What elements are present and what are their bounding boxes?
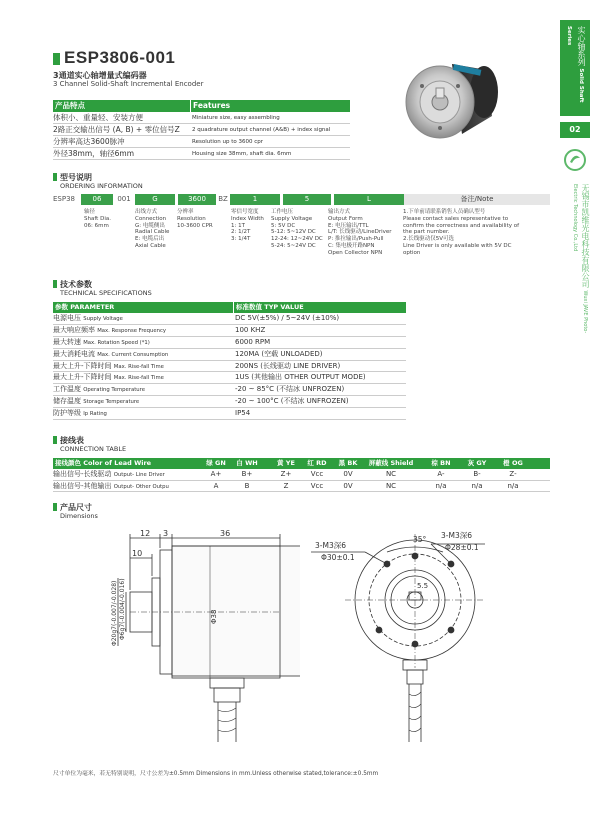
pcd-28: Φ28±0.1 (445, 543, 479, 552)
param (53, 361, 233, 372)
feature-cn: 2路正交输出信号 (A, B) + 零位信号Z (53, 125, 180, 134)
col-cn: 绿 (206, 459, 213, 467)
col-cn: 棕 (431, 459, 438, 467)
feature-en: Resolution up to 3600 cpr (192, 139, 264, 145)
param-en: Max. Rise-fall Time (113, 363, 164, 370)
dimensions-title-en: Dimensions (60, 512, 98, 520)
ordering-col-index (231, 209, 264, 243)
col-line: 1.下单前请联系销售人员确认型号 (403, 209, 486, 215)
col-line: 工作电压 (271, 209, 294, 215)
param (53, 372, 233, 383)
param-value: IP54 (235, 409, 251, 418)
table-row (53, 136, 350, 148)
code-resolution: 3600 (178, 194, 216, 205)
col-cn: 黑 (338, 459, 346, 467)
company-cn: 无锡市凯维光电科技有限公司 (581, 184, 590, 288)
param-en: Max. Response Frequency (97, 327, 167, 334)
col-en: RD (316, 459, 327, 467)
series-cn: 实心轴系列 (577, 26, 586, 66)
pcd-30: Φ30±0.1 (321, 553, 355, 562)
col-line: E: 电缆后出 (135, 236, 165, 243)
col-cn: 灰 (467, 459, 475, 467)
col-line: the part number. (403, 229, 450, 236)
col-cn: 橙 (503, 459, 510, 467)
header-param-cn: 参数 (55, 303, 68, 311)
col-shield (366, 458, 416, 469)
col-line: option (403, 249, 421, 256)
code-note: 备注/Note (404, 194, 550, 205)
tech-header (53, 302, 406, 313)
param (53, 313, 233, 324)
col-line: 3: 1/4T (231, 236, 251, 243)
cell: Z+ (280, 470, 292, 478)
col-line: 输出方式 (328, 209, 351, 215)
param-en: Operating Temperature (83, 387, 145, 394)
table-row (53, 337, 406, 349)
col-line: Supply Voltage (271, 215, 313, 222)
tech-title-cn: 技术参数 (60, 280, 92, 289)
cell: B (244, 481, 250, 490)
col-en: BK (347, 459, 358, 467)
table-row (53, 361, 406, 373)
feature-cn: 分辨率高达3600脉冲 (53, 137, 125, 146)
col-line: 12-24: 12~24V DC (271, 236, 323, 243)
cell: A- (437, 470, 445, 478)
param-value: 1US (其他输出 OTHER OUTPUT MODE) (235, 373, 366, 382)
param-value: 120MA (空载 UNLOADED) (235, 349, 323, 358)
dim-3: 3 (163, 529, 169, 538)
angle-35: 35° (413, 535, 427, 544)
dim-dia38: Φ38 (210, 609, 218, 624)
param-value: 200NS (长线驱动 LINE DRIVER) (235, 361, 341, 370)
row-en: Output- Other Outpu (113, 483, 169, 490)
ordering-col-resolution (177, 209, 213, 229)
col-line: Please contact sales representative to (403, 215, 509, 222)
code-sep1: 001 (117, 195, 131, 203)
col-line: 06: 6mm (84, 222, 109, 229)
param-value: 100 KHZ (235, 325, 266, 334)
col-en: YE (285, 459, 295, 467)
cell: NC (385, 470, 397, 478)
table-row (53, 384, 406, 396)
heading-bar (53, 280, 57, 288)
cell: n/a (471, 481, 483, 490)
table-row (53, 124, 350, 136)
param-value: 6000 RPM (235, 337, 271, 346)
ordering-title-cn: 型号说明 (60, 173, 92, 182)
dim-5-5: 5.5 (417, 582, 429, 590)
param-cn: 工作温度 (53, 385, 81, 394)
dim-10: 10 (132, 549, 143, 558)
col-cn: 黄 (277, 459, 284, 467)
cell: Z (283, 481, 289, 490)
row-cn: 输出信号-其他输出 (53, 481, 112, 490)
dim-12: 12 (140, 529, 151, 538)
side-view-drawing (60, 528, 300, 758)
col-en: OG (511, 459, 523, 467)
dim-dia20: Φ20g7(-0.007/-0.028) (111, 580, 118, 646)
col-line: 轴径 (84, 209, 96, 215)
title-accent-bar (53, 53, 60, 65)
page-number: 02 (560, 122, 590, 138)
label-cn: 接线颜色 (55, 459, 81, 467)
table-row (53, 349, 406, 361)
holes-left: 3-M3深6 (315, 541, 346, 550)
col-ye (271, 458, 301, 469)
row-label (53, 469, 165, 481)
param-en: Storage Temperature (83, 399, 140, 406)
col-bn (426, 458, 456, 469)
col-line: 2: 1/2T (231, 229, 251, 236)
col-line: Axial Cable (135, 242, 166, 249)
param (53, 325, 233, 336)
col-en: Shield (390, 459, 414, 467)
col-line: G: 电缆侧出 (135, 222, 165, 229)
header-value-en: TYP VALUE (264, 303, 304, 311)
col-cn: 红 (307, 459, 314, 467)
col-line: E: 电压输出/TTL (328, 222, 369, 229)
label-en: Color of Lead Wire (83, 459, 152, 467)
col-line: 零信号宽度 (231, 209, 259, 215)
tech-spec-table (53, 302, 406, 420)
subtitle-en: 3 Channel Solid-Shaft Incremental Encoder (53, 80, 204, 88)
cell: NC (385, 481, 397, 490)
features-header (53, 100, 350, 112)
param (53, 384, 233, 395)
header-param-en: PARAMETER (70, 303, 115, 311)
cell: B+ (241, 470, 253, 478)
col-line: 2.长线驱动仅5V可选 (403, 236, 455, 243)
row-en: Output- Line Driver (113, 472, 165, 478)
feature-cn: 外径38mm，轴径6mm (53, 149, 135, 158)
code-index: 1 (230, 194, 280, 205)
subtitle-cn: 3通道实心轴增量式编码器 (53, 71, 147, 80)
param-en: Supply Voltage (83, 316, 123, 322)
param-value: -20 ~ 100°C (不结冰 UNFROZEN) (235, 397, 349, 406)
param (53, 337, 233, 348)
connection-table (53, 458, 550, 492)
cell: n/a (435, 481, 447, 490)
series-en: Solid Shaft Series (566, 26, 584, 103)
header-label (55, 458, 151, 469)
param (53, 408, 233, 419)
features-table (53, 100, 350, 160)
col-en: BN (440, 459, 451, 467)
code-connection: G (135, 194, 175, 205)
ordering-col-connection (135, 209, 169, 250)
front-view-drawing (305, 528, 505, 753)
ordering-code (53, 194, 553, 205)
company-name (568, 184, 590, 344)
col-og (498, 458, 528, 469)
features-header-en: Features (190, 100, 350, 112)
param-cn: 最大转速 (53, 337, 81, 346)
param (53, 349, 233, 360)
param-cn: 最大上升-下降时间 (53, 361, 112, 370)
code-voltage: 5 (283, 194, 331, 205)
col-gy (462, 458, 492, 469)
col-line: 10-3600 CPR (177, 222, 213, 229)
dimensions-title-cn: 产品尺寸 (60, 503, 92, 512)
heading-bar (53, 436, 57, 444)
connection-title-en: CONNECTION TABLE (60, 445, 127, 453)
col-line: L/T: 长线驱动/LineDriver (328, 229, 392, 236)
col-line: Output Form (328, 215, 363, 222)
col-cn: 白 (236, 459, 243, 467)
heading-bar (53, 173, 57, 181)
param-value: -20 ~ 85°C (不结冰 UNFROZEN) (235, 385, 345, 394)
col-line: 5-24: 5~24V DC (271, 242, 316, 249)
col-line: Shaft Dia. (84, 215, 111, 222)
param-cn: 最大上升-下降时间 (53, 373, 112, 382)
page-title: ESP3806-001 (64, 48, 176, 67)
cell: A (213, 481, 219, 490)
table-row (53, 396, 406, 408)
ordering-title-en: ORDERING INFORMATION (60, 182, 143, 190)
company-en: Wuxi JAVE Photo-Electric Technology Co.,Ltd (572, 184, 588, 334)
code-output: L (334, 194, 404, 205)
ordering-col-voltage (271, 209, 323, 250)
col-line: 5-12: 5~12V DC (271, 229, 316, 236)
cell: n/a (507, 481, 519, 490)
cell: 0V (343, 470, 353, 478)
tech-title-en: TECHNICAL SPECIFICATIONS (60, 289, 152, 297)
col-line: Radial Cable (135, 229, 170, 236)
table-row (53, 148, 350, 160)
col-en: GN (214, 459, 226, 467)
cell: Vcc (310, 481, 324, 490)
company-logo (563, 148, 587, 172)
col-wh (232, 458, 262, 469)
cell: A+ (210, 470, 222, 478)
col-line: 5: 5V DC (271, 222, 296, 229)
col-rd (301, 458, 333, 469)
col-line: Index Width (231, 215, 264, 222)
cell: B- (473, 470, 481, 478)
table-row (53, 313, 406, 325)
feature-cn: 体积小、重量轻、安装方便 (53, 113, 143, 122)
holes-right: 3-M3深6 (441, 531, 472, 540)
table-row (53, 481, 550, 493)
cell: Z- (509, 470, 517, 478)
table-row (53, 372, 406, 384)
col-line: 1: 1T (231, 222, 245, 229)
col-line: Connection (135, 215, 167, 222)
ordering-col-note (403, 209, 519, 257)
tech-header-value (233, 302, 406, 313)
features-header-cn: 产品特点 (55, 101, 85, 110)
table-row (53, 325, 406, 337)
col-line: C: 集电极开路NPN (328, 242, 375, 249)
feature-en: Housing size 38mm, shaft dia. 6mm (192, 151, 292, 157)
dim-dia6: Φ6g7(-0.004/-0.016) (119, 578, 126, 640)
col-cn: 屏蔽线 (368, 459, 389, 467)
footnote: 尺寸单位为毫米，若无特别说明，尺寸公差为±0.5mm Dimensions in mm.Unless otherwise stated,tolerance:±0.5mm (53, 771, 379, 777)
feature-en: Miniature size, easy assembling (192, 115, 280, 121)
code-sep2: BZ (218, 195, 228, 203)
col-line: Open Collector NPN (328, 249, 383, 256)
param-en: Max. Rise-fall Time (113, 375, 164, 382)
param-cn: 最大响应频率 (53, 325, 95, 334)
feature-en: 2 quadrature output channel (A&B) + index signal (192, 127, 331, 133)
table-row (53, 408, 406, 420)
param-cn: 防护等级 (53, 409, 81, 418)
tech-header-param (53, 302, 233, 313)
col-line: confirm the correctness and availability of (403, 222, 520, 229)
param-en: Max. Current Consumption (97, 351, 169, 358)
param (53, 396, 233, 407)
cell: 0V (343, 481, 353, 490)
col-bk (332, 458, 364, 469)
series-label (563, 26, 587, 110)
param-cn: 最大消耗电流 (53, 349, 95, 358)
code-shaft: 06 (81, 194, 113, 205)
connection-title-cn: 接线表 (60, 436, 84, 445)
code-prefix: ESP38 (53, 195, 75, 203)
table-row (53, 112, 350, 124)
col-en: GY (476, 459, 487, 467)
ordering-col-shaft (84, 209, 111, 229)
col-line: 出线方式 (135, 209, 158, 215)
ordering-col-output (328, 209, 392, 257)
col-line: Line Driver is only available with 5V DC (403, 242, 512, 249)
param-cn: 储存温度 (53, 397, 81, 406)
col-line: 分辨率 (177, 209, 194, 215)
cell: Vcc (310, 470, 324, 478)
header-value-cn: 标准数值 (236, 303, 262, 311)
col-gn (201, 458, 231, 469)
param-en: Max. Rotation Speed (*1) (83, 339, 150, 346)
col-line: Resolution (177, 215, 206, 222)
table-row (53, 469, 550, 481)
row-cn: 输出信号-长线驱动 (53, 470, 112, 478)
col-line: P: 推拉输出/Push-Pull (328, 236, 384, 243)
param-cn: 电源电压 (53, 314, 81, 322)
dim-36: 36 (220, 529, 231, 538)
heading-bar (53, 503, 57, 511)
product-photo (392, 46, 512, 146)
col-en: WH (245, 459, 258, 467)
param-en: Ip Rating (83, 411, 107, 418)
row-label (53, 481, 169, 493)
param-value: DC 5V(±5%) / 5~24V (±10%) (235, 314, 340, 322)
connection-header (53, 458, 550, 469)
